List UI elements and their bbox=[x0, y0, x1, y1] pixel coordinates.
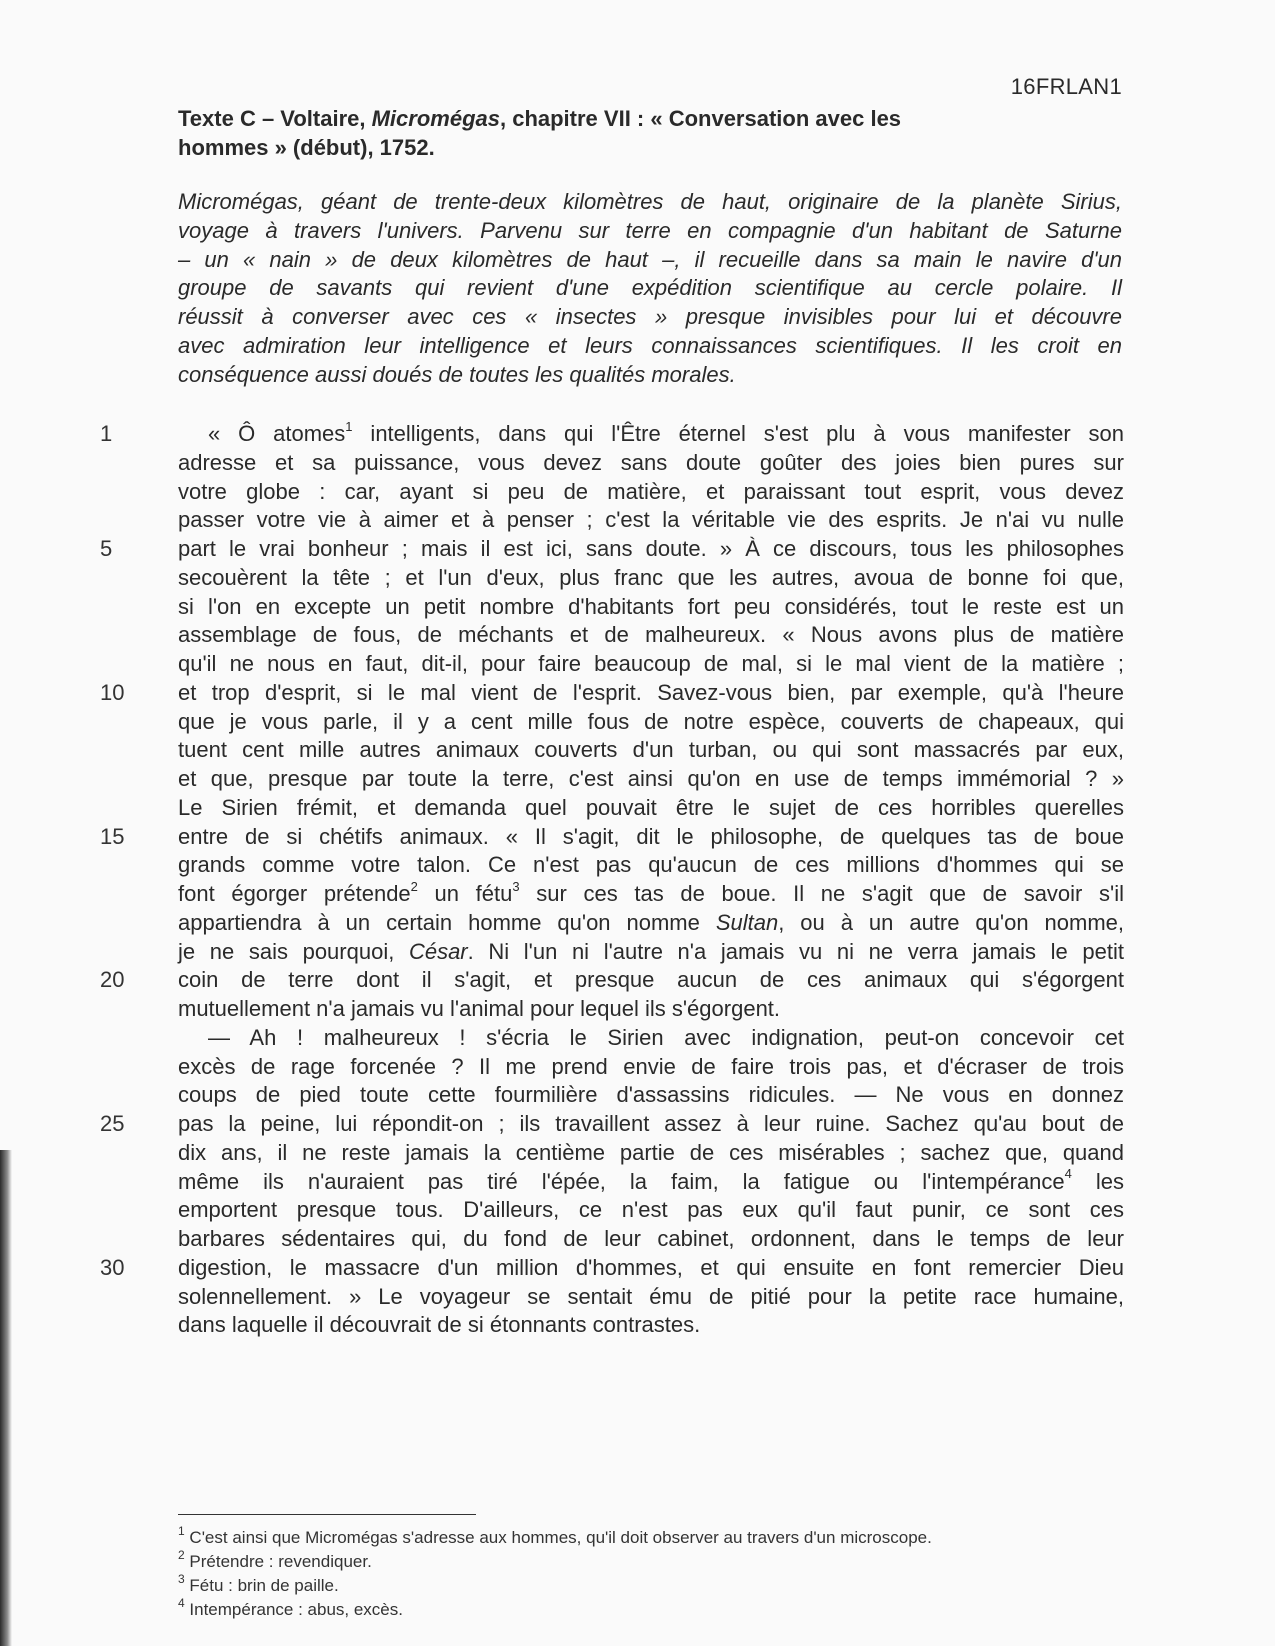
passage-italic: Sultan bbox=[715, 909, 779, 935]
intro-line: – un « nain » de deux kilomètres de haut –, il recueille dans sa main le navire d'un bbox=[178, 246, 1122, 272]
intro-line: réussit à converser avec ces « insectes » presque invisibles pour lui et découvre bbox=[178, 304, 1122, 330]
passage-text: même ils n'auraient pas tiré l'épée, la faim, la fatigue ou l'intempérance bbox=[178, 1168, 1065, 1194]
footnote-ref: 3 bbox=[512, 878, 520, 894]
passage-text: sur ces tas de boue. Il ne s'agit que de savoir s'il bbox=[519, 881, 1125, 906]
passage-line bbox=[100, 535, 1124, 564]
passage-line: — Ah ! malheureux ! s'écria le Sirien avec indignation, peut-on concevoir cet bbox=[208, 1024, 1124, 1050]
passage-line bbox=[100, 823, 1124, 852]
passage-line: dans laquelle il découvrait de si étonnants contrastes. bbox=[178, 1312, 701, 1338]
passage-line: si l'on en excepte un petit nombre d'habitants fort peu considérés, tout le reste est un bbox=[178, 593, 1124, 619]
footnote-ref: 1 bbox=[345, 418, 353, 434]
passage-text: « Ô atomes bbox=[208, 421, 346, 446]
footnote-text: Fétu : brin de paille. bbox=[184, 1576, 339, 1595]
passage-line: passer votre vie à aimer et à penser ; c'est la véritable vie des esprits. Je n'ai vu nulle bbox=[178, 507, 1124, 533]
footnotes bbox=[178, 1526, 1118, 1622]
footnote-mark: 3 bbox=[178, 1572, 185, 1587]
passage-line: emportent presque tous. D'ailleurs, ce n'est pas eux qu'il faut punir, ce sont ces bbox=[178, 1197, 1124, 1223]
passage-line: qu'il ne nous en faut, dit-il, pour faire beaucoup de mal, si le mal vient de la matière ; bbox=[178, 651, 1124, 676]
passage-text: je ne sais pourquoi, bbox=[178, 938, 409, 964]
footnote bbox=[178, 1574, 1118, 1598]
passage-text: pas la peine, lui répondit-on ; ils travaillent assez à leur ruine. Sachez qu'au bout de bbox=[178, 1111, 1124, 1136]
title-prefix: Texte C – Voltaire, bbox=[178, 106, 372, 131]
passage-line: que je vous parle, il y a cent mille fous de notre espèce, couverts de chapeaux, qui bbox=[178, 708, 1124, 734]
footnote bbox=[178, 1598, 1118, 1622]
intro-line: Micromégas, géant de trente-deux kilomètres de haut, originaire de la planète Sirius, bbox=[178, 189, 1122, 214]
passage-line: Le Sirien frémit, et demanda quel pouvait être le sujet de ces horribles querelles bbox=[178, 794, 1124, 820]
line-number: 30 bbox=[100, 1254, 125, 1280]
passage-line bbox=[100, 1110, 1124, 1139]
passage-line: solennellement. » Le voyageur se sentait ému de pitié pour la petite race humaine, bbox=[178, 1283, 1124, 1309]
passage-line: mutuellement n'a jamais vu l'animal pour lequel ils s'égorgent. bbox=[178, 996, 781, 1021]
footnote-mark: 4 bbox=[178, 1596, 185, 1611]
passage-text: part le vrai bonheur ; mais il est ici, sans doute. » À ce discours, tous les philosophes bbox=[178, 536, 1124, 561]
passage-line bbox=[100, 418, 1125, 449]
passage-text: intelligents, dans qui l'Être éternel s'est plu à vous manifester son bbox=[352, 421, 1125, 446]
passage-line bbox=[100, 966, 1124, 995]
passage-line: assemblage de fous, de méchants et de malheureux. « Nous avons plus de matière bbox=[178, 622, 1124, 648]
intro-line: conséquence aussi doués de toutes les qualités morales. bbox=[178, 361, 736, 387]
passage-text: et trop d'esprit, si le mal vient de l'esprit. Savez-vous bien, par exemple, qu'à l'heure bbox=[178, 679, 1124, 705]
passage-line: adresse et sa puissance, vous devez sans doute goûter des joies bien pures sur bbox=[178, 449, 1124, 475]
passage-text: . Ni l'un ni l'autre n'a jamais vu ni ne verra jamais le petit bbox=[467, 938, 1124, 964]
passage-line bbox=[178, 909, 1124, 938]
passage-text: coin de terre dont il s'agit, et presque aucun de ces animaux qui s'égorgent bbox=[178, 967, 1124, 993]
passage-italic: César bbox=[408, 938, 468, 964]
passage-text: , ou à un autre qu'on nomme, bbox=[778, 909, 1124, 935]
line-number: 20 bbox=[100, 967, 125, 993]
intro-line: avec admiration leur intelligence et leurs connaissances scientifiques. Il les croit en bbox=[178, 332, 1122, 358]
passage-line: secouèrent la tête ; et l'un d'eux, plus franc que les autres, avoua de bonne foi que, bbox=[178, 564, 1124, 590]
passage-line: tuent cent mille autres animaux couverts d'un turban, ou qui sont massacrés par eux, bbox=[178, 737, 1124, 763]
intro-line: groupe de savants qui revient d'une expédition scientifique au cercle polaire. Il bbox=[178, 275, 1122, 301]
passage-text: entre de si chétifs animaux. « Il s'agit, dit le philosophe, de quelques tas de boue bbox=[178, 823, 1124, 849]
line-number: 5 bbox=[100, 536, 113, 561]
footnote-text: C'est ainsi que Micromégas s'adresse aux hommes, qu'il doit observer au travers d'un microscope. bbox=[184, 1528, 932, 1547]
passage-text: un fétu bbox=[417, 881, 513, 906]
footnote-text: Prétendre : revendiquer. bbox=[184, 1552, 372, 1571]
intro-paragraph bbox=[178, 188, 1122, 390]
line-number: 10 bbox=[100, 679, 125, 705]
passage-line: excès de rage forcenée ? Il me prend envie de faire trois pas, et d'écraser de trois bbox=[178, 1053, 1124, 1079]
exam-code: 16FRLAN1 bbox=[1010, 74, 1122, 99]
passage bbox=[100, 418, 1125, 1340]
passage-line: votre globe : car, ayant si peu de matière, et paraissant tout esprit, vous devez bbox=[178, 478, 1124, 504]
passage-line bbox=[178, 880, 1124, 909]
passage-line: grands comme votre talon. Ce n'est pas qu'aucun de ces millions d'hommes qui se bbox=[178, 852, 1124, 878]
footnote-divider bbox=[178, 1514, 476, 1515]
footnote bbox=[178, 1526, 1118, 1550]
footnote-text: Intempérance : abus, excès. bbox=[184, 1600, 403, 1619]
passage-line bbox=[100, 679, 1124, 708]
title-work: Micromégas bbox=[371, 106, 500, 131]
passage-line: dix ans, il ne reste jamais la centième partie de ces misérables ; sachez que, quand bbox=[178, 1139, 1124, 1165]
line-number: 15 bbox=[100, 823, 125, 849]
title-line2: hommes » (début), 1752. bbox=[178, 135, 435, 160]
passage-line bbox=[178, 1168, 1124, 1197]
footnote bbox=[178, 1550, 1118, 1574]
footnote-mark: 1 bbox=[178, 1524, 185, 1539]
footnote-mark: 2 bbox=[178, 1548, 185, 1563]
footnote-ref: 4 bbox=[1064, 1166, 1072, 1182]
line-number: 25 bbox=[100, 1111, 125, 1136]
passage-text: digestion, le massacre d'un million d'hommes, et qui ensuite en font remercier Dieu bbox=[178, 1254, 1124, 1280]
passage-line bbox=[178, 938, 1124, 967]
passage-text: les bbox=[1071, 1168, 1124, 1194]
line-number: 1 bbox=[100, 421, 113, 446]
passage-line: coups de pied toute cette fourmilière d'assassins ridicules. — Ne vous en donnez bbox=[178, 1082, 1124, 1108]
intro-line: voyage à travers l'univers. Parvenu sur terre en compagnie d'un habitant de Saturne bbox=[178, 217, 1122, 243]
footnote-ref: 2 bbox=[410, 878, 418, 894]
passage-line bbox=[100, 1254, 1124, 1283]
title-rest: , chapitre VII : « Conversation avec les bbox=[499, 106, 902, 131]
scan-edge-shadow bbox=[0, 1150, 12, 1646]
text-title bbox=[178, 104, 1038, 162]
passage-line: barbares sédentaires qui, du fond de leur cabinet, ordonnent, dans le temps de leur bbox=[178, 1226, 1124, 1251]
passage-line: et que, presque par toute la terre, c'est ainsi qu'on en use de temps immémorial ? » bbox=[178, 766, 1124, 791]
passage-text: font égorger prétende bbox=[178, 881, 411, 906]
passage-text: appartiendra à un certain homme qu'on nomme bbox=[178, 909, 716, 935]
